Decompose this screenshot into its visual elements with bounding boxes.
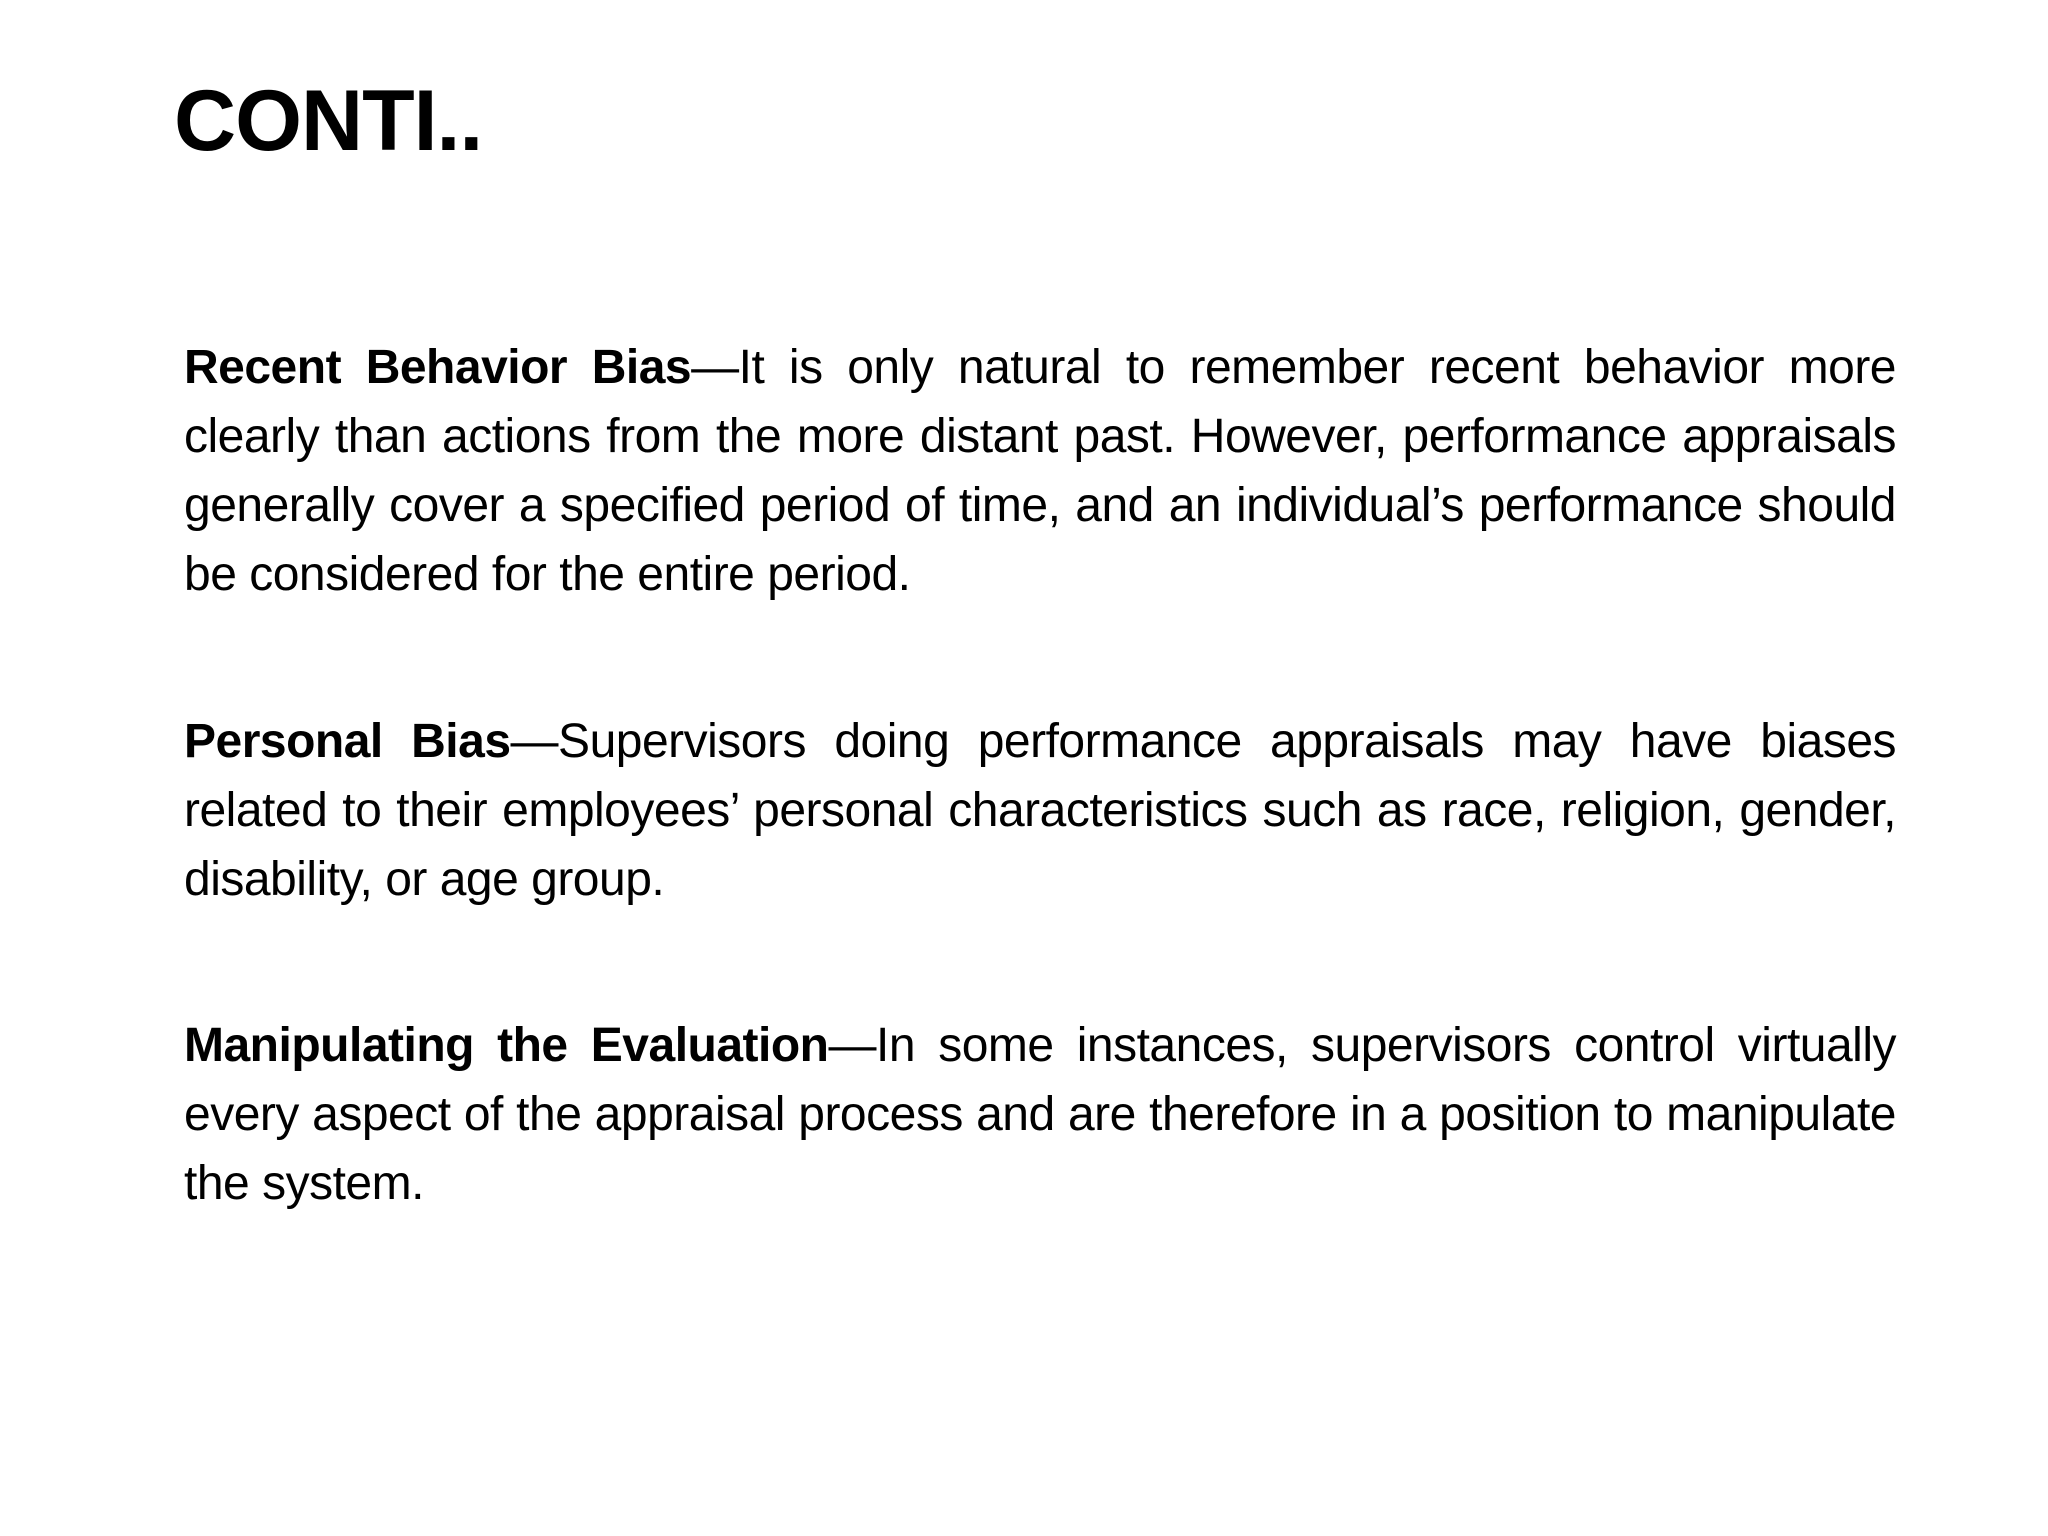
paragraph-manipulating-evaluation xyxy=(184,1011,1896,1218)
slide-title: CONTI.. xyxy=(174,73,483,169)
paragraph-text: It is only natural to remember recent behavior more clearly than actions from the more distant past. However, performance appraisals generally cover a specified period of time, and an individual’s performance should be considered for the entire period. xyxy=(184,341,1896,601)
term-recent-behavior-bias: Recent Behavior Bias xyxy=(184,341,692,394)
term-personal-bias: Personal Bias xyxy=(184,715,511,768)
paragraph-text: Supervisors doing performance appraisals may have biases related to their employees’ personal characteristics such as race, religion, gender, disability, or age group. xyxy=(184,715,1897,906)
paragraph-recent-behavior-bias xyxy=(184,333,1896,609)
dash-separator: — xyxy=(510,715,559,768)
dash-separator: — xyxy=(828,1019,877,1072)
term-manipulating-evaluation: Manipulating the Evaluation xyxy=(184,1019,829,1072)
paragraph-text: In some instances, supervisors control virtually every aspect of the appraisal process and are therefore in a position to manipulate the system. xyxy=(184,1019,1897,1210)
paragraph-personal-bias xyxy=(184,707,1896,914)
slide-body xyxy=(184,333,1896,1218)
dash-separator: — xyxy=(691,341,739,394)
